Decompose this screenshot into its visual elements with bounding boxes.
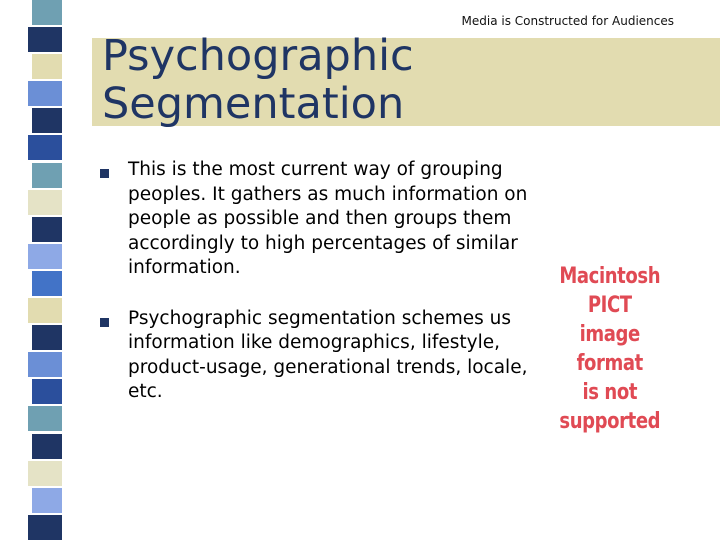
slide-title-line-2: Segmentation [102,79,405,129]
stripe-segment [28,244,62,269]
stripe-segment [32,108,62,133]
stripe-segment [28,461,62,486]
placeholder-line-1: Macintosh PICT [559,264,661,318]
unsupported-image-placeholder [554,262,666,434]
stripe-segment [28,135,62,160]
stripe-segment [28,190,62,215]
bullet-list [96,158,564,431]
stripe-segment [32,217,62,242]
placeholder-line-3: is not supported [559,380,661,434]
stripe-segment [32,488,62,513]
stripe-segment [32,379,62,404]
slide-header-caption: Media is Constructed for Audiences [461,14,674,28]
square-bullet-icon [100,169,109,178]
square-bullet-icon [100,318,109,327]
stripe-segment [28,298,62,323]
stripe-segment [28,81,62,106]
stripe-segment [28,27,62,52]
bullet-item [96,307,564,405]
stripe-segment [28,515,62,540]
slide-title [102,32,462,128]
bullet-item [96,158,564,281]
bullet-text: This is the most current way of grouping peoples. It gathers as much information on people as possible and then groups them accordingly to high percentages of similar information. [128,159,528,278]
stripe-segment [32,325,62,350]
stripe-segment [32,434,62,459]
stripe-segment [32,0,62,25]
stripe-segment [28,352,62,377]
stripe-segment [32,271,62,296]
slide-title-line-1: Psychographic [102,31,414,81]
stripe-segment [28,406,62,431]
placeholder-line-2: image format [576,322,643,376]
decorative-stripe-bar [28,0,72,540]
bullet-text: Psychographic segmentation schemes us information like demographics, lifestyle, product-usage, generational trends, locale, etc. [128,307,528,402]
stripe-segment [32,54,62,79]
stripe-segment [32,163,62,188]
